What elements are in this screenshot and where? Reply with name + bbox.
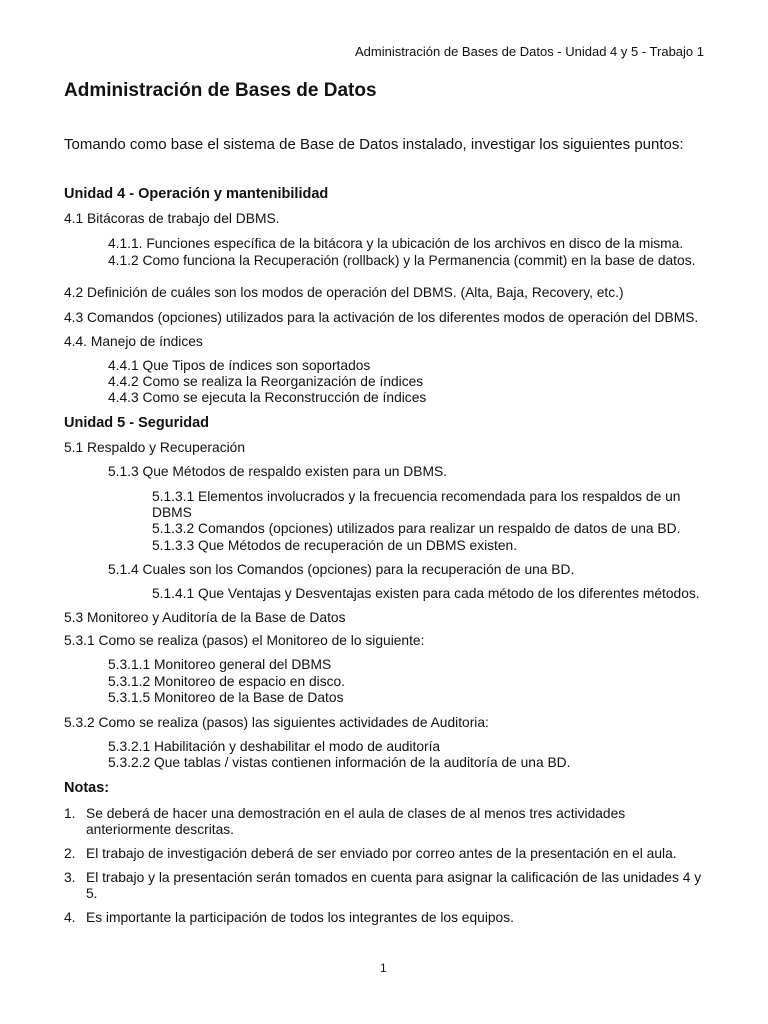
note-3: El trabajo y la presentación serán tomados en cuenta para asignar la calificación de las unidades 4 y (86, 870, 702, 885)
item-5-3-1-2: 5.3.1.2 Monitoreo de espacio en disco. (108, 674, 345, 689)
item-4-1: 4.1 Bitácoras de trabajo del DBMS. (64, 211, 280, 226)
item-5-3-2-1: 5.3.2.1 Habilitación y deshabilitar el modo de auditoría (108, 739, 441, 754)
note-4: Es importante la participación de todos los integrantes de los equipos. (86, 910, 514, 925)
item-4-2: 4.2 Definición de cuáles son los modos de operación del DBMS. (Alta, Baja, Recovery, etc.) (64, 285, 624, 300)
item-5-1-4: 5.1.4 Cuales son los Comandos (opciones) para la recuperación de una BD. (108, 562, 575, 577)
item-5-3-2-2: 5.3.2.2 Que tablas / vistas contienen información de la auditoría de una BD. (108, 755, 571, 770)
page-number: 1 (380, 961, 387, 975)
item-5-1-3-1-continued: DBMS (152, 505, 192, 520)
notes-heading: Notas: (64, 780, 110, 796)
note-number-4: 4. (64, 910, 76, 925)
note-2: El trabajo de investigación deberá de ser enviado por correo antes de la presentación en el aula. (86, 846, 677, 861)
item-5-1-3-1: 5.1.3.1 Elementos involucrados y la frecuencia recomendada para los respaldos de un (152, 489, 681, 504)
note-3-continued: 5. (86, 886, 98, 901)
item-5-1: 5.1 Respaldo y Recuperación (64, 440, 246, 455)
item-4-1-1: 4.1.1. Funciones específica de la bitácora y la ubicación de los archivos en disco de la misma. (108, 236, 684, 251)
item-5-3-2: 5.3.2 Como se realiza (pasos) las siguientes actividades de Auditoria: (64, 715, 489, 730)
item-4-4-1: 4.4.1 Que Tipos de índices son soportados (108, 358, 371, 373)
note-1-continued: anteriormente descritas. (86, 822, 234, 837)
item-4-4-3: 4.4.3 Como se ejecuta la Reconstrucción de índices (108, 390, 427, 405)
note-number-1: 1. (64, 806, 76, 821)
unit5-heading: Unidad 5 - Seguridad (64, 415, 210, 431)
note-number-2: 2. (64, 846, 76, 861)
item-5-3-1-5: 5.3.1.5 Monitoreo de la Base de Datos (108, 690, 344, 705)
intro-paragraph: Tomando como base el sistema de Base de Datos instalado, investigar los siguientes puntos: (64, 136, 684, 153)
item-5-1-3-3: 5.1.3.3 Que Métodos de recuperación de un DBMS existen. (152, 538, 518, 553)
item-4-1-2: 4.1.2 Como funciona la Recuperación (rollback) y la Permanencia (commit) en la base de datos. (108, 253, 696, 268)
item-5-3: 5.3 Monitoreo y Auditoría de la Base de Datos (64, 610, 346, 625)
item-5-3-1-1: 5.3.1.1 Monitoreo general del DBMS (108, 657, 332, 672)
running-header: Administración de Bases de Datos - Unidad 4 y 5 - Trabajo 1 (354, 44, 704, 59)
unit4-heading: Unidad 4 - Operación y mantenibilidad (64, 186, 329, 202)
document-title: Administración de Bases de Datos (64, 80, 377, 101)
note-number-3: 3. (64, 870, 76, 885)
item-4-3: 4.3 Comandos (opciones) utilizados para la activación de los diferentes modos de operación del DBMS. (64, 310, 699, 325)
item-5-1-4-1: 5.1.4.1 Que Ventajas y Desventajas existen para cada método de los diferentes métodos. (152, 586, 700, 601)
item-5-1-3: 5.1.3 Que Métodos de respaldo existen para un DBMS. (108, 464, 447, 479)
item-4-4-2: 4.4.2 Como se realiza la Reorganización de índices (108, 374, 424, 389)
item-5-3-1: 5.3.1 Como se realiza (pasos) el Monitoreo de lo siguiente: (64, 633, 425, 648)
item-5-1-3-2: 5.1.3.2 Comandos (opciones) utilizados para realizar un respaldo de datos de una BD. (152, 521, 681, 536)
note-1: Se deberá de hacer una demostración en el aula de clases de al menos tres actividades (86, 806, 626, 821)
item-4-4: 4.4. Manejo de índices (64, 334, 203, 349)
